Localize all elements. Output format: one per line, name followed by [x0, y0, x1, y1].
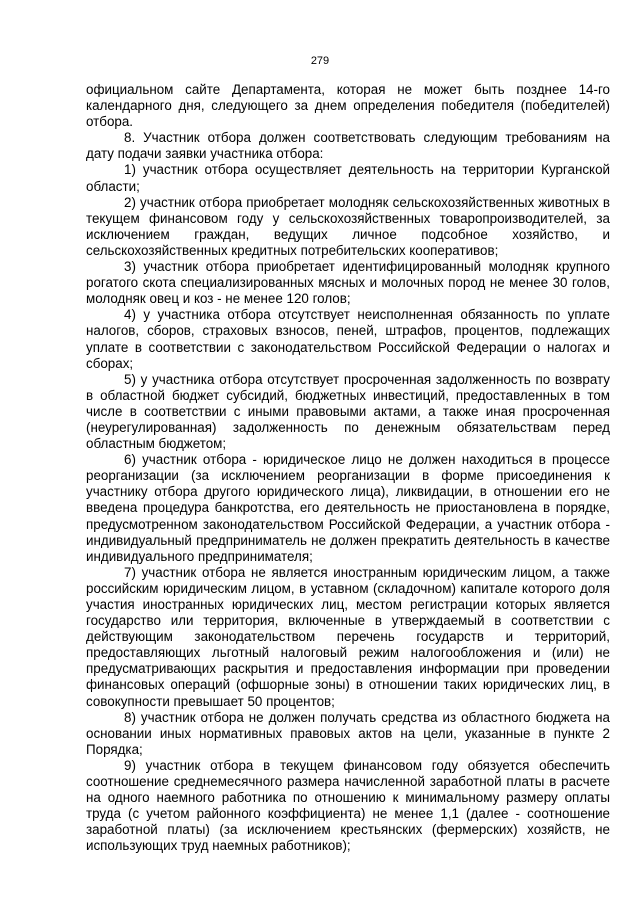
document-body [86, 82, 610, 855]
paragraph-clause-8: 8. Участник отбора должен соответствовать следующим требованиям на дату подачи заявки участника отбора: [86, 130, 610, 162]
paragraph-item-7: 7) участник отбора не является иностранным юридическим лицом, а также российским юридическим лицом, в уставном (складочном) капитале которого доля участия иностранных юридических лиц, местом регистрации которых является государство или территория, включенные в утверждаемый в соответствии с действующим законодательством перечень государств и территорий, предоставляющих льготный налоговый режим налогообложения и (или) не предусматривающих раскрытия и предоставления информации при проведении финансовых операций (офшорные зоны) в отношении таких юридических лиц, в совокупности превышает 50 процентов; [86, 564, 610, 709]
paragraph-item-4: 4) у участника отбора отсутствует неисполненная обязанность по уплате налогов, сборов, страховых взносов, пеней, штрафов, процентов, подлежащих уплате в соответствии с законодательством Российской Федерации о налогах и сборах; [86, 307, 610, 371]
paragraph-continuation: официальном сайте Департамента, которая не может быть позднее 14-го календарного дня, следующего за днем определения победителя (победителей) отбора. [86, 82, 610, 130]
paragraph-item-5: 5) у участника отбора отсутствует просроченная задолженность по возврату в областной бюджет субсидий, бюджетных инвестиций, предоставленных в том числе в соответствии с иными правовыми актами, а также иная просроченная (неурегулированная) задолженность по денежным обязательствам перед областным бюджетом; [86, 371, 610, 452]
page-number: 279 [310, 55, 330, 67]
paragraph-item-9: 9) участник отбора в текущем финансовом году обязуется обеспечить соотношение среднемесячного размера начисленной заработной платы в расчете на одного наемного работника по отношению к минимальному размеру оплаты труда (с учетом районного коэффициента) не менее 1,1 (далее - соотношение заработной платы) (за исключением крестьянских (фермерских) хозяйств, не использующих труд наемных работников); [86, 757, 610, 854]
paragraph-item-3: 3) участник отбора приобретает идентифицированный молодняк крупного рогатого скота специализированных мясных и молочных пород не менее 30 голов, молодняк овец и коз - не менее 120 голов; [86, 259, 610, 307]
paragraph-item-1: 1) участник отбора осуществляет деятельность на территории Курганской области; [86, 162, 610, 194]
paragraph-item-8: 8) участник отбора не должен получать средства из областного бюджета на основании иных нормативных правовых актов на цели, указанные в пункте 2 Порядка; [86, 709, 610, 757]
paragraph-item-6: 6) участник отбора - юридическое лицо не должен находиться в процессе реорганизации (за исключением реорганизации в форме присоединения к участнику отбора другого юридического лица), ликвидации, в отношении его не введена процедура банкротства, его деятельность не приостановлена в порядке, предусмотренном законодательством Российской Федерации, а участник отбора - индивидуальный предприниматель не должен прекратить деятельность в качестве индивидуального предпринимателя; [86, 452, 610, 564]
paragraph-item-2: 2) участник отбора приобретает молодняк сельскохозяйственных животных в текущем финансовом году у сельскохозяйственных товаропроизводителей, за исключением граждан, ведущих личное подсобное хозяйство, и сельскохозяйственных кредитных потребительских кооперативов; [86, 194, 610, 258]
